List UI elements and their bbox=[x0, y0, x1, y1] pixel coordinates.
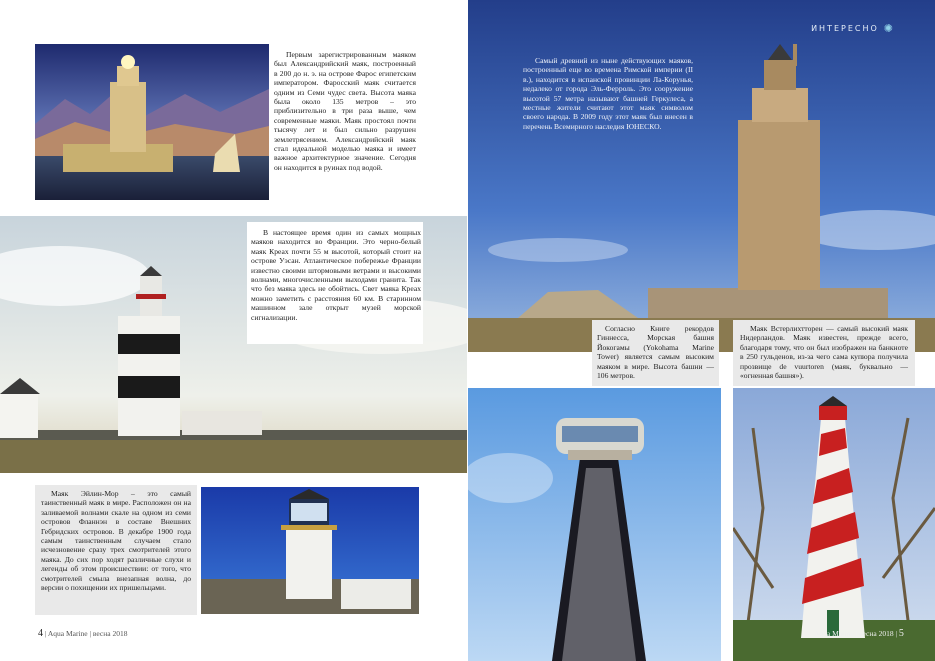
kreakh-text: В настоящее время один из самых мощных маяков находится во Франции. Это черно-белый маяк Креах почти 55 м высотой, который стоит на острове Уэсан. Атлантическое побережье Франции известно своими штормовыми ветрами и высокими волнами, многочисленными выходами гранита. Так что без маяка здесь не обойтись. Свет маяка Креах можно заметить с расстояния 60 км. В старинном машинном зале открыт музей морской сигнализации. bbox=[251, 228, 421, 322]
footer-left: 4 | Aqua Marine | весна 2018 bbox=[38, 628, 128, 639]
eilean-text: Маяк Эйлин-Мор – это самый таинственный маяк в мире. Расположен он на заливаемой волнами скале на одном из семи островов Фланнэн в составе Внешних Гебридских островов. В декабре 1900 года самым таинственным случаем стало исчезновение сразу трех смотрителей этого маяка. До сих пор ходят различные слухи и легенды об этом происшествии: от того, что смотрителей смыла внезапная волна, до версии о похищении их пришельцами. bbox=[41, 489, 191, 593]
footer-right-issue: весна 2018 bbox=[859, 629, 894, 638]
compass-icon: ✺ bbox=[883, 22, 895, 35]
westerlichttoren-photo bbox=[733, 388, 935, 661]
footer-left-page-number: 4 bbox=[38, 628, 43, 639]
eilean-mor-lighthouse-photo bbox=[201, 487, 419, 614]
alexandria-text: Первым зарегистрированным маяком был Александрийский маяк, построенный в 200 до н. э. на острове Фарос египетским императором. Фаросский маяк считается одним из Семи чудес света. Высота маяка была около 135 метров – это приблизительно в три раза выше, чем современные маяки. Маяк простоял почти тысячу лет и был сильно разрушен землетрясением. Александрийский маяк стал идеальной моделью маяка и имеет важное архитектурное значение. Сегодня он находится в руинах под водой. bbox=[274, 50, 416, 172]
alexandria-textbox bbox=[274, 46, 422, 198]
eilean-textbox bbox=[35, 485, 197, 615]
section-label bbox=[811, 22, 895, 35]
yokohama-tower-photo bbox=[468, 388, 721, 661]
footer-right: Aqua Marine | весна 2018 | 5 bbox=[814, 628, 904, 639]
westerlichttoren-textbox bbox=[733, 320, 915, 386]
tower-of-hercules-photo bbox=[468, 0, 935, 352]
footer-left-brand: Aqua Marine bbox=[47, 629, 88, 638]
alexandria-lighthouse-photo bbox=[35, 44, 269, 200]
yokohama-text: Согласно Книге рекордов Гиннесса, Морская башня Йокогамы (Yokohama Marine Tower) является самым высоким маяком в мире. Высота башни — 106 метров. bbox=[597, 324, 714, 381]
kreakh-textbox bbox=[247, 222, 423, 344]
footer-right-brand: Aqua Marine bbox=[814, 629, 854, 638]
westerlichttoren-text: Маяк Встерлихтторен — самый высокий маяк Нидерландов. Маяк известен, прежде всего, благодаря тому, что он был изображен на банкноте в 250 гульденов, из-за чего сама купюра получила прозвище de vuurtoren (маяк, буквально — «огненная башня»). bbox=[740, 324, 908, 381]
footer-left-issue: весна 2018 bbox=[92, 629, 128, 638]
section-label-text: ИНТЕРЕСНО bbox=[811, 24, 879, 33]
yokohama-textbox bbox=[592, 320, 719, 386]
footer-right-page-number: 5 bbox=[898, 628, 904, 639]
hercules-text: Самый древний из ныне действующих маяков, построенный еще во времена Римской империи (II в.), находится в испанской провинции Ла-Корунья, недалеко от города Эль-Ферроль. Это сооружение высотой 57 метра называют башней Геркулеса, а местные жители считают этот маяк символом своего народа. В 2009 году этот маяк был внесен в перечень Всемирного наследия ЮНЕСКО. bbox=[523, 56, 693, 131]
